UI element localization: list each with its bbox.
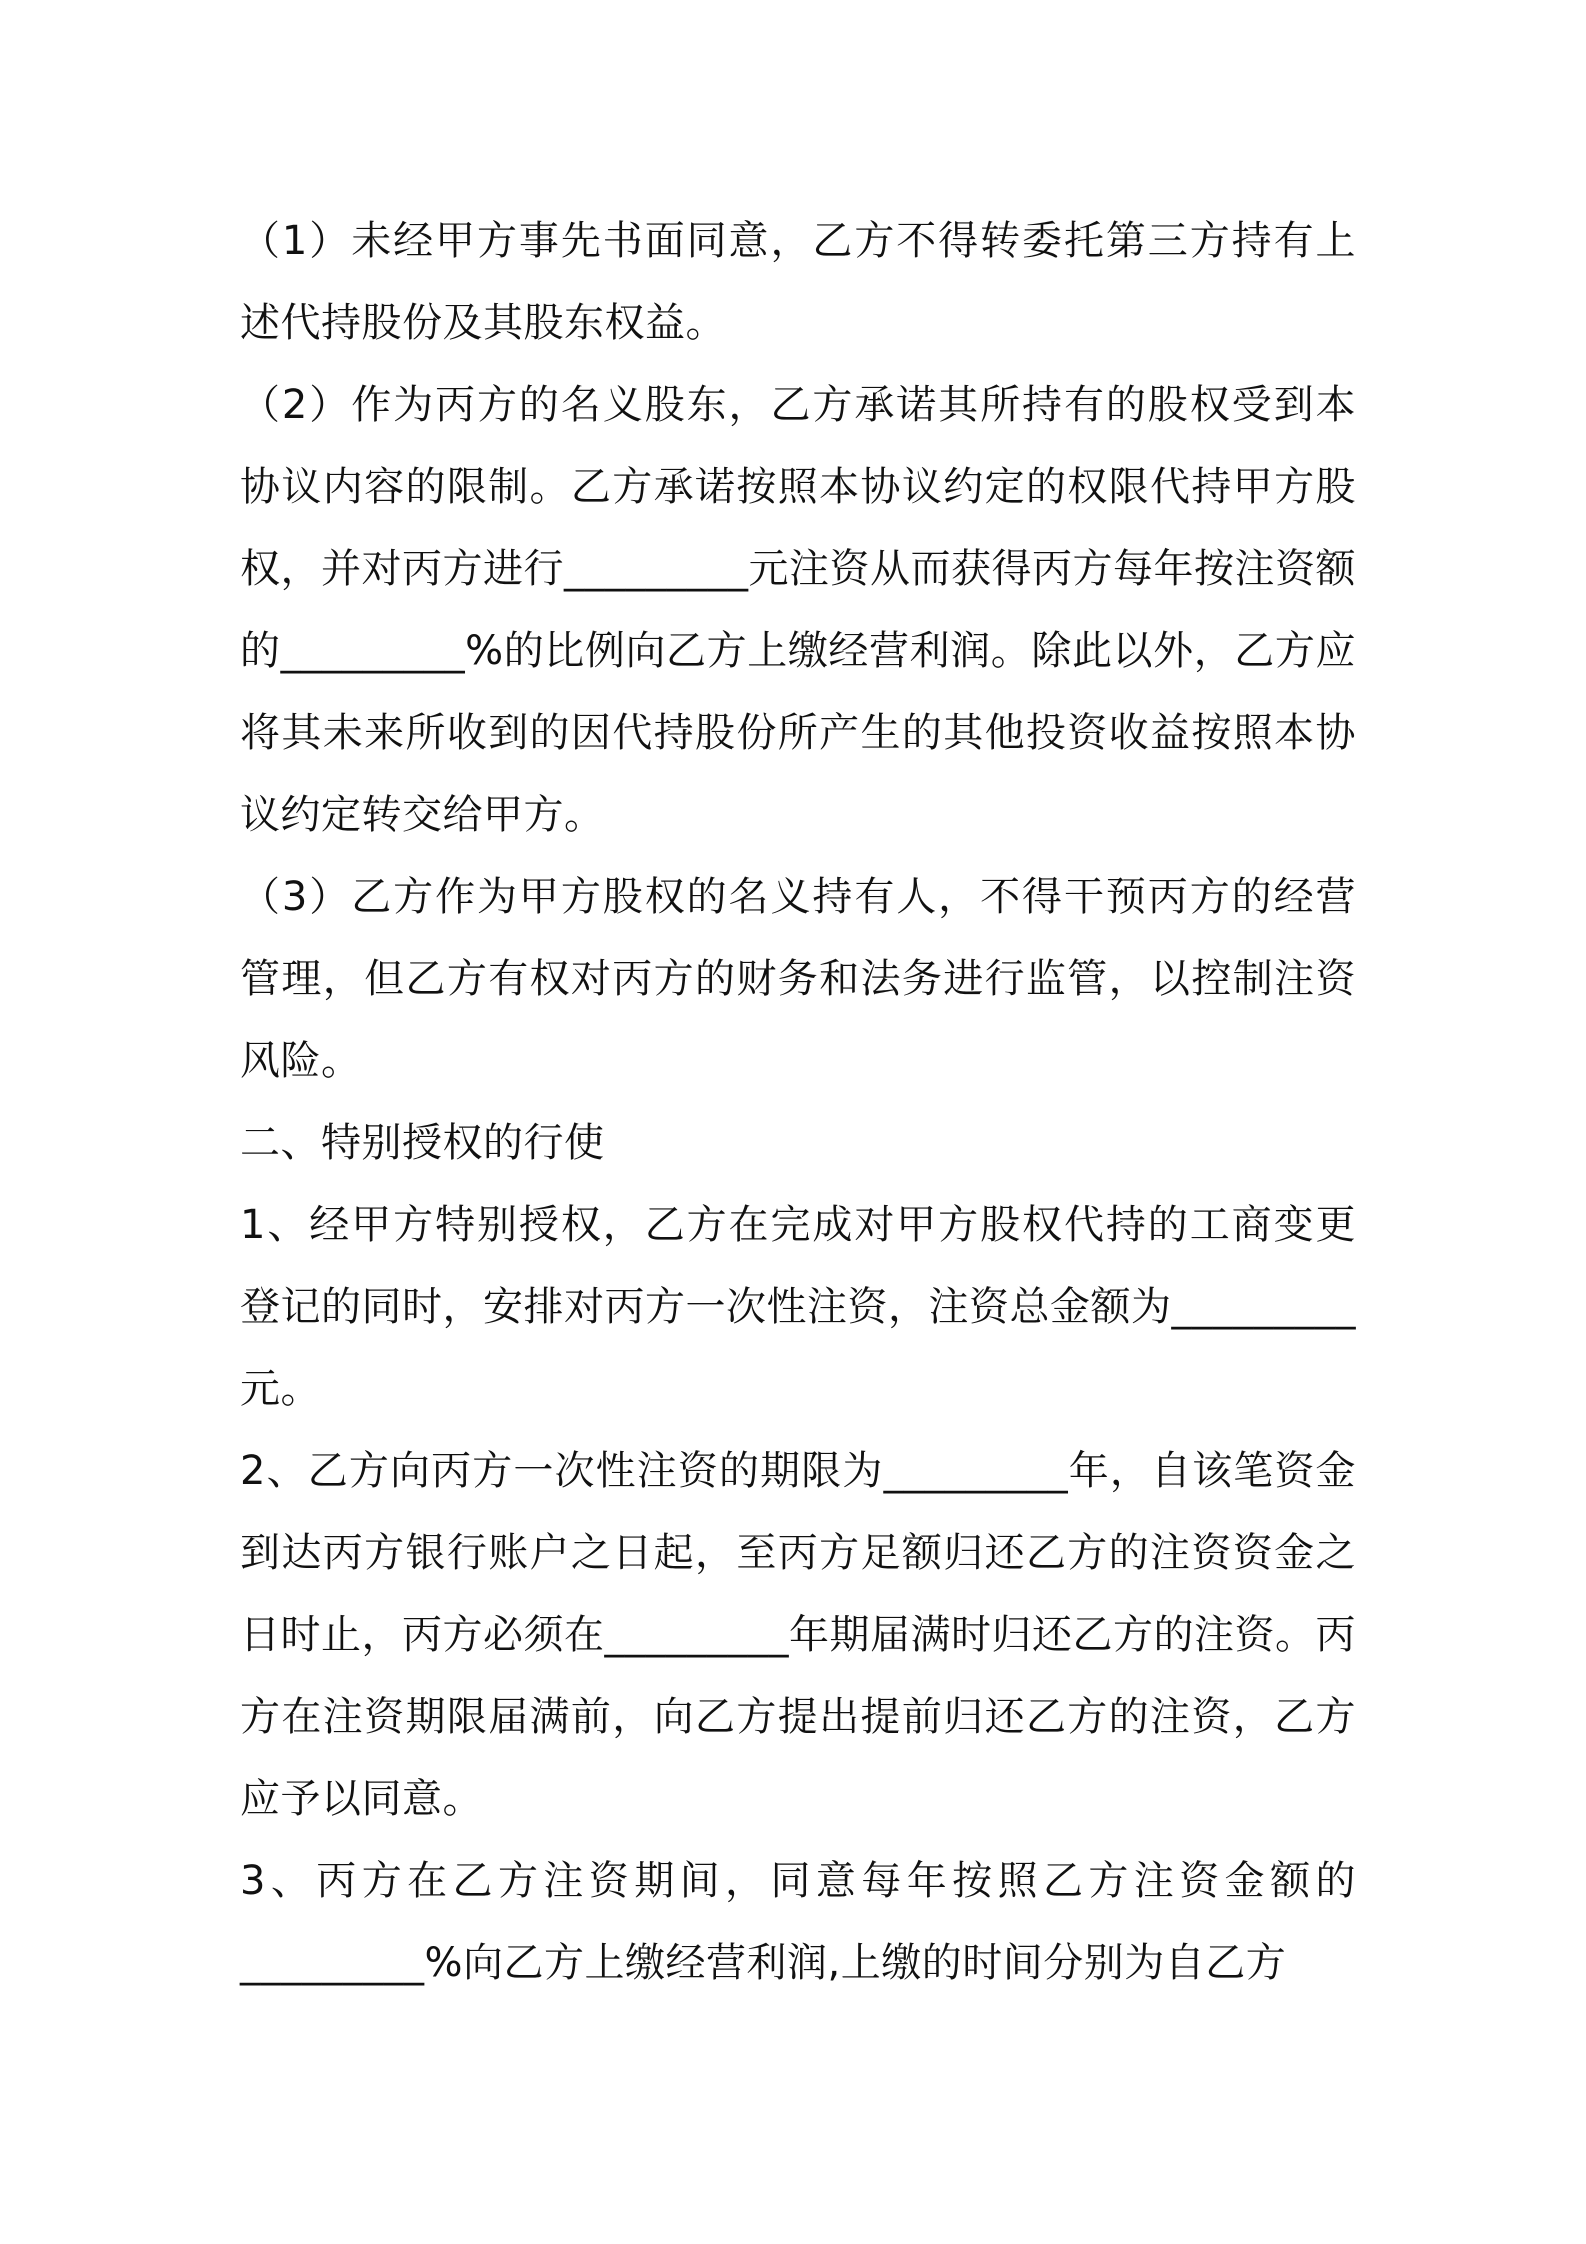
clause-3-paragraph: （3）乙方作为甲方股权的名义持有人，不得干预丙方的经营管理，但乙方有权对丙方的财务和法务进行监管，以控制注资风险。 <box>240 874 1356 1084</box>
section-heading: 二、特别授权的行使 <box>240 1120 605 1166</box>
clause-2-paragraph: （2）作为丙方的名义股东，乙方承诺其所持有的股权受到本协议内容的限制。乙方承诺按照本协议约定的权限代持甲方股权，并对丙方进行_________元注资从而获得丙方每年按注资额的_________%的比例向乙方上缴经营利润。除此以外，乙方应将其未来所收到的因代持股份所产生的其他投资收益按照本协议约定转交给甲方。 <box>240 382 1356 838</box>
item-3-paragraph: 3、丙方在乙方注资期间，同意每年按照乙方注资金额的_________%向乙方上缴经营利润,上缴的时间分别为自乙方 <box>240 1858 1356 1986</box>
item-1-paragraph: 1、经甲方特别授权，乙方在完成对甲方股权代持的工商变更登记的同时，安排对丙方一次性注资，注资总金额为_________元。 <box>240 1202 1356 1412</box>
clause-1-paragraph: （1）未经甲方事先书面同意，乙方不得转委托第三方持有上述代持股份及其股东权益。 <box>240 218 1356 346</box>
item-2-paragraph: 2、乙方向丙方一次性注资的期限为_________年，自该笔资金到达丙方银行账户之日起，至丙方足额归还乙方的注资资金之日时止，丙方必须在_________年期届满时归还乙方的注资。丙方在注资期限届满前，向乙方提出提前归还乙方的注资，乙方应予以同意。 <box>240 1448 1356 1822</box>
document-page <box>240 200 1356 2004</box>
